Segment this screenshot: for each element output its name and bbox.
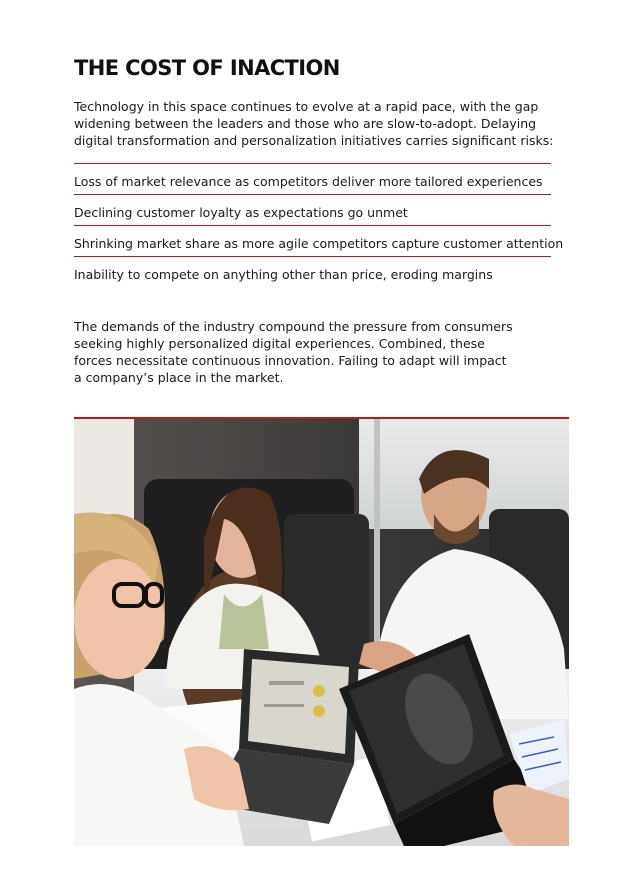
risk-item: Inability to compete on anything other than price, eroding margins [74,256,551,287]
risk-item: Declining customer loyalty as expectations go unmet [74,194,551,225]
intro-paragraph: Technology in this space continues to evolve at a rapid pace, with the gap widening between the leaders and those who are slow-to-adopt. Delaying digital transformation and personalization initiatives carries significant risks: [74,99,554,148]
team-meeting-photo [74,417,569,846]
closing-paragraph: The demands of the industry compound the pressure from consumers seeking highly personalized digital experiences. Combined, these forces necessitate continuous innovation. Failing to adapt will impact a company’s place in the market. [74,319,513,385]
risk-item: Shrinking market share as more agile competitors capture customer attention [74,225,551,256]
risk-list [74,163,564,287]
photo-illustration [74,419,569,846]
risk-item: Loss of market relevance as competitors deliver more tailored experiences [74,163,551,194]
page-title: THE COST OF INACTION [74,56,340,80]
